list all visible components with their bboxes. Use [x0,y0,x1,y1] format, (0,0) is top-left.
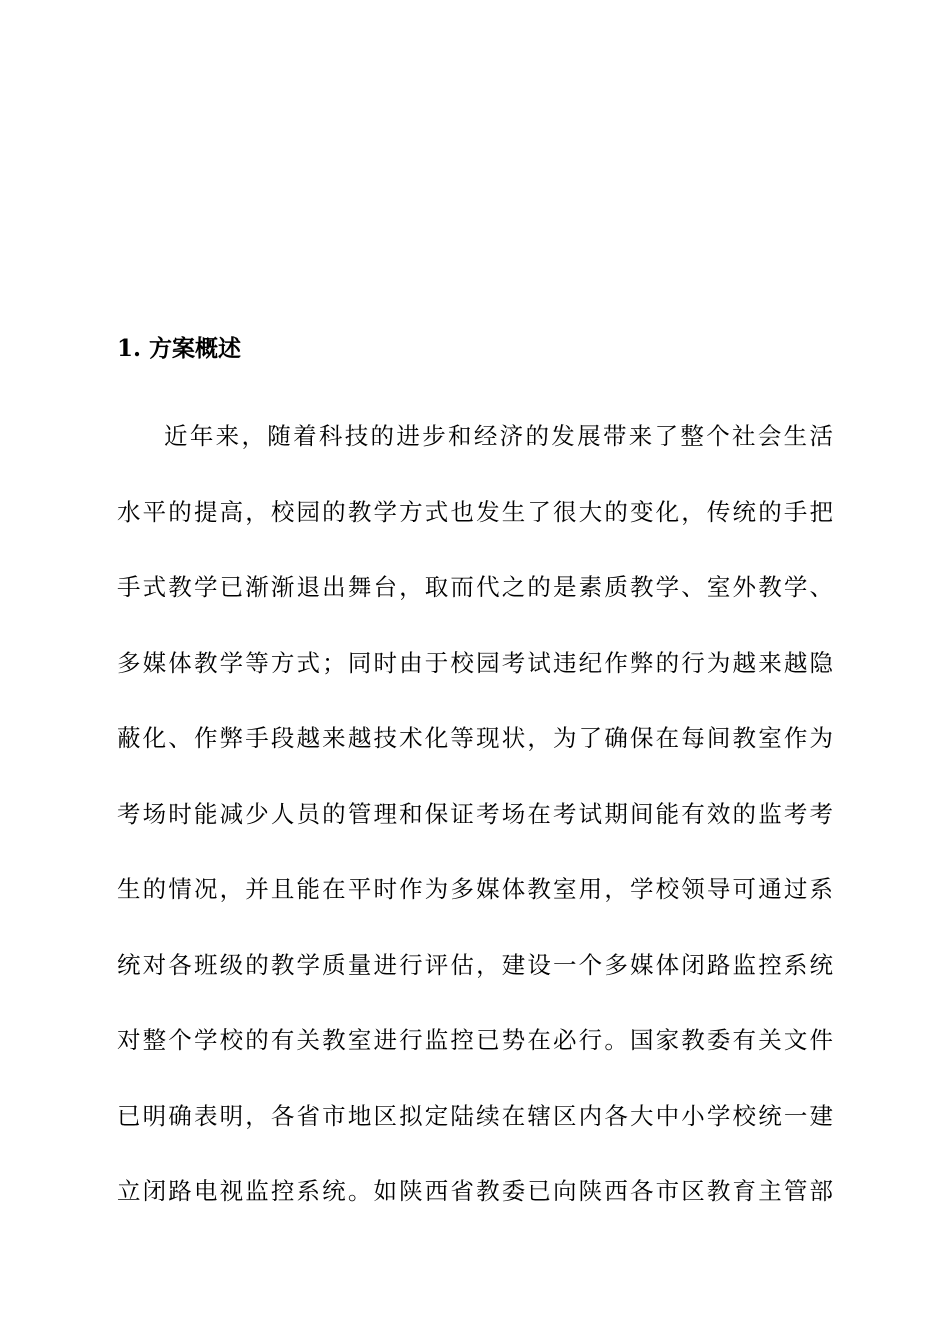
body-paragraph [117,411,833,1242]
paragraph-line: 统对各班级的教学质量进行评估，建设一个多媒体闭路监控系统 [117,950,833,979]
paragraph-line: 生的情况，并且能在平时作为多媒体教室用，学校领导可通过系 [117,875,833,903]
paragraph-line: 多媒体教学等方式；同时由于校园考试违纪作弊的行为越来越隐 [117,648,833,677]
paragraph-line: 手式教学已渐渐退出舞台，取而代之的是素质教学、室外教学、 [117,573,833,601]
paragraph-line: 立闭路电视监控系统。如陕西省教委已向陕西各市区教育主管部 [117,1177,833,1205]
paragraph-line: 对整个学校的有关教室进行监控已势在必行。国家教委有关文件 [117,1026,833,1054]
paragraph-line: 水平的提高，校园的教学方式也发生了很大的变化，传统的手把 [117,497,833,526]
section-heading: 1. 方案概述 [117,335,242,362]
paragraph-line: 考场时能减少人员的管理和保证考场在考试期间能有效的监考考 [117,799,833,828]
paragraph-line: 蔽化、作弊手段越来越技术化等现状，为了确保在每间教室作为 [117,724,833,752]
paragraph-line: 近年来，随着科技的进步和经济的发展带来了整个社会生活 [164,422,833,450]
paragraph-line: 已明确表明，各省市地区拟定陆续在辖区内各大中小学校统一建 [117,1101,833,1130]
